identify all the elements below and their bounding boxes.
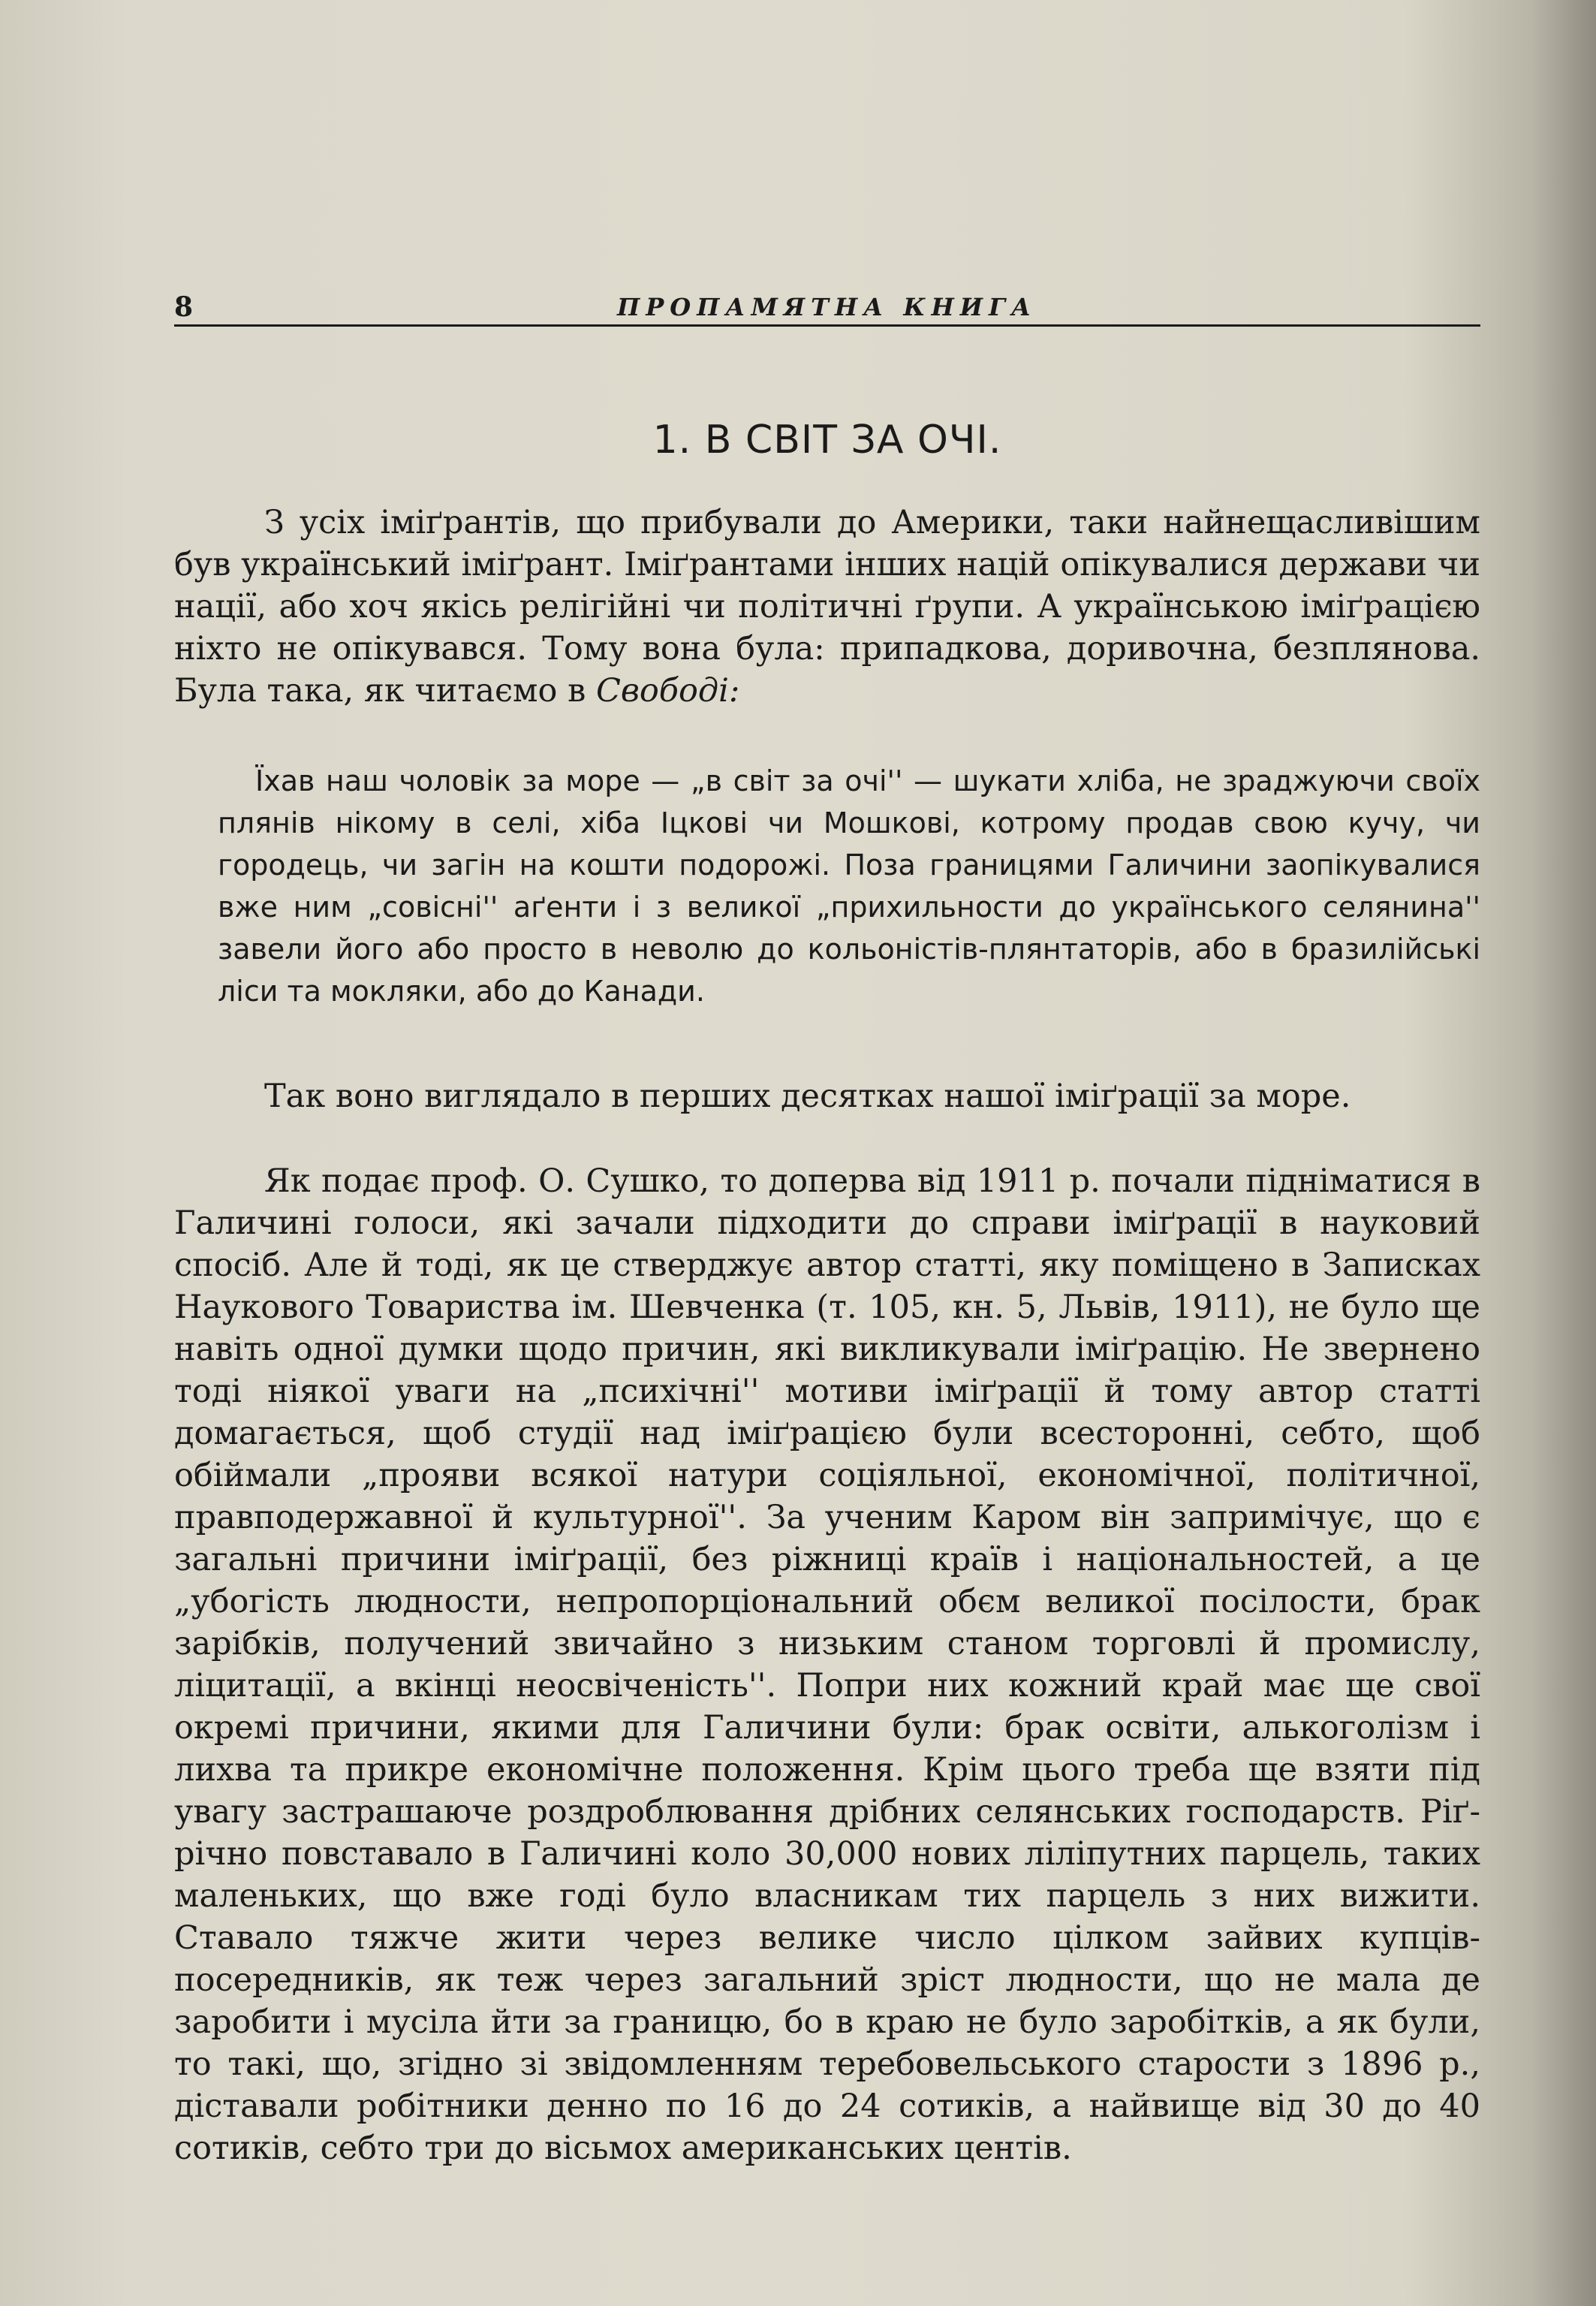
page-header [174, 291, 1480, 321]
block-quote: Їхав наш чоловік за море — „в світ за очі'' — шукати хліба, не зраджуючи своїх плянів нікому в селі, хіба Іцкові чи Мошкові, котрому продав свою кучу, чи городець, чи загін на кошти подорожі. Поза границями Галичини заопікувалися вже ним „совісні'' аґенти і з великої „прихильности до українського селянина'' завели його або просто в неволю до кольоністів-плянтаторів, або в бразилійські ліси та мокляки, або до Канади. [218, 764, 1480, 1008]
paragraph-intro-text: З усіх іміґрантів, що прибували до Америки, таки найнещасливішим був український іміґрант. Іміґрантами інших націй опікувалися держави чи нації, або хоч якісь релігійні чи політичні ґрупи. А українською іміґрацією ніхто не опікувався. Тому вона була: припадкова, доривочна, безплянова. Була така, як читаємо в [174, 504, 1480, 710]
chapter-title: 1. В СВІТ ЗА ОЧІ. [652, 417, 1002, 463]
paragraph-summary: Так воно виглядало в перших десятках нашої іміґрації за море. [264, 1078, 1351, 1115]
source-name: Свободі: [595, 672, 740, 710]
paragraph-main: Як подає проф. О. Сушко, то доперва від 1911 р. почали підніматися в Галичині голоси, які зачали підходити до справи іміґрації в науковий спосіб. Але й тоді, як це стверджує автор статті, яку поміщено в Записках Наукового Товариства ім. Шевченка (т. 105, кн. 5, Львів, 1911), не було ще навіть одної думки щодо причин, які викликували іміґрацію. Не звернено тоді ніякої уваги на „психічні'' мотиви іміґрації й тому автор статті домагається, щоб студії над іміґрацією були всесторонні, себто, щоб обіймали „прояви всякої натури соціяльної, економічної, політичної, правподержавної й культурної''. За ученим Каром він запримічує, що є загальні причини іміґрації, без ріжниці країв і національностей, а це „убогість людности, непропорціональний обєм великої посілости, брак зарібків, получений звичайно з низьким станом торговлі й промислу, ліцитації, а вкінці неосвіченість''. Попри них кожний край має ще свої окремі причини, якими для Галичини були: брак освіти, алькоголізм і лихва та прикре економічне положення. Крім цього треба ще взяти під увагу застрашаюче роздроблювання дрібних селянських господарств. Ріґ-річно повставало в Галичині коло 30,000 нових ліліпутних парцель, таких маленьких, що вже годі було власникам тих парцель з них вижити. Ставало тяжче жити через велике число цілком зайвих купців-посередників, як теж через загальний зріст людности, що не мала де заробити і мусіла йти за границю, бо в краю не було заробітків, а як були, то такі, що, згідно зі звідомленням теребовельського старости з 1896 р., діставали робітники денно по 16 до 24 сотиків, а найвище від 30 до 40 сотиків, себто три до вісьмох американських центів. [174, 1162, 1480, 2167]
running-title: ПРОПАМЯТНА КНИГА [617, 293, 1037, 321]
paragraph-intro [174, 502, 1480, 712]
page-number: 8 [174, 291, 194, 323]
header-rule [174, 324, 1480, 327]
